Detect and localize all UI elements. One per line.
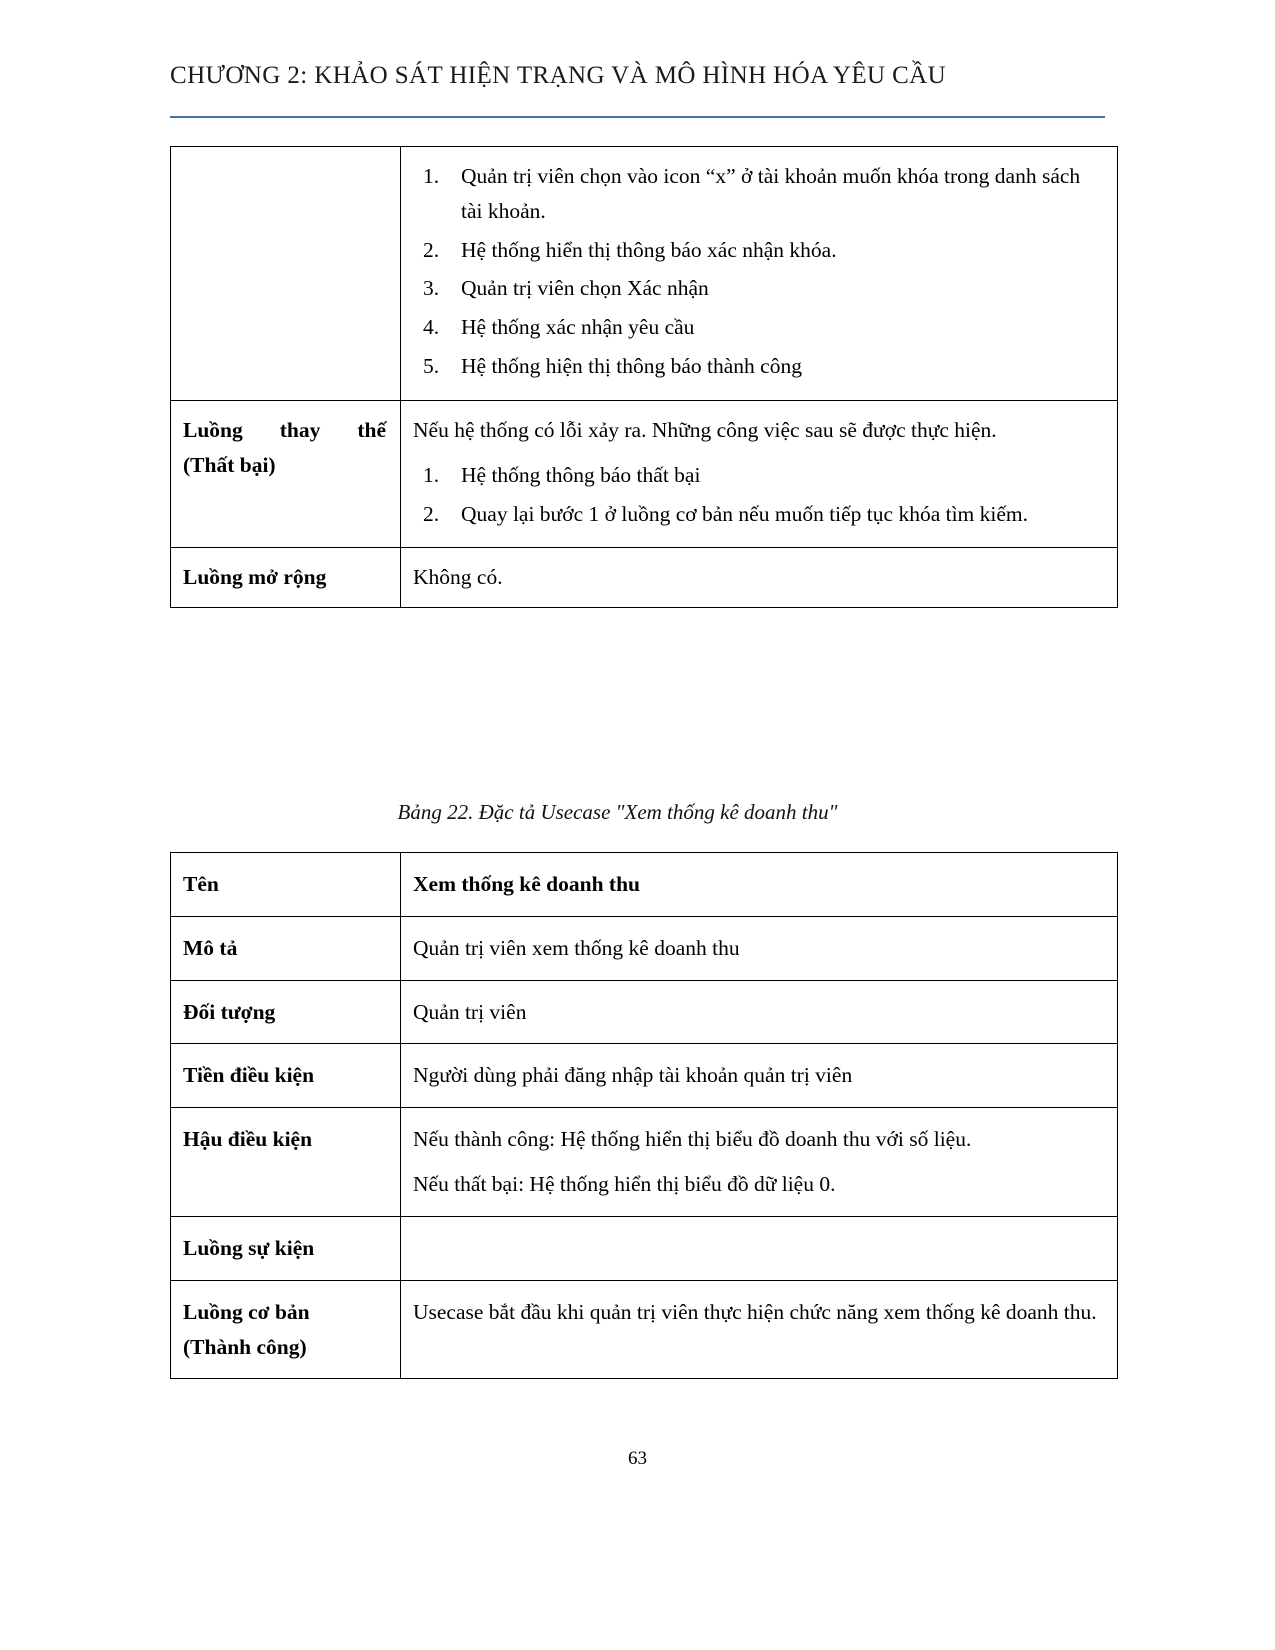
row-label-ext-flow: Luồng mở rộng: [171, 548, 401, 608]
row-value-basic-flow-steps: [401, 147, 1118, 401]
row-label-description: Mô tả: [171, 916, 401, 980]
table-row: [171, 916, 1118, 980]
row-label-empty: [171, 147, 401, 401]
row-label-name: Tên: [171, 853, 401, 917]
alt-flow-label-line2: (Thất bại): [183, 452, 276, 477]
postcondition-success: Nếu thành công: Hệ thống hiển thị biểu đồ doanh thu với số liệu.: [413, 1127, 972, 1152]
list-item: Quay lại bước 1 ở luồng cơ bản nếu muốn tiếp tục khóa tìm kiếm.: [461, 501, 1029, 526]
row-value-actor: Quản trị viên: [401, 980, 1118, 1044]
list-item: Quản trị viên chọn Xác nhận: [461, 276, 709, 301]
basic-flow-label-line1: Luồng cơ bản: [183, 1299, 310, 1324]
alt-flow-step-list: [413, 458, 1103, 532]
page-header: [170, 62, 1105, 90]
table-row: [171, 980, 1118, 1044]
basic-flow-step-list: [413, 159, 1103, 384]
row-value-postcondition: [401, 1108, 1118, 1217]
usecase-table-lock-account: [170, 146, 1118, 608]
row-value-event-flow: [401, 1216, 1118, 1280]
basic-flow-label-line2: (Thành công): [183, 1334, 307, 1359]
row-value-ext-flow: Không có.: [401, 548, 1118, 608]
row-label-event-flow: Luồng sự kiện: [171, 1216, 401, 1280]
row-label-alt-flow: [171, 400, 401, 547]
table-row: [171, 1044, 1118, 1108]
row-label-precondition: Tiền điều kiện: [171, 1044, 401, 1108]
postcondition-failure: Nếu thất bại: Hệ thống hiển thị biểu đồ dữ liệu 0.: [413, 1172, 836, 1197]
table-row: [171, 548, 1118, 608]
table-row: [171, 147, 1118, 401]
header-divider: [170, 116, 1105, 118]
list-item: Hệ thống xác nhận yêu cầu: [461, 315, 695, 340]
alt-flow-label-line1: Luồng thay thế: [183, 417, 386, 442]
table-row: [171, 1280, 1118, 1379]
table-row: [171, 1216, 1118, 1280]
row-value-name: Xem thống kê doanh thu: [401, 853, 1118, 917]
alt-flow-intro: Nếu hệ thống có lỗi xảy ra. Những công việc sau sẽ được thực hiện.: [413, 417, 997, 442]
table-row: [171, 1108, 1118, 1217]
row-value-precondition: Người dùng phải đăng nhập tài khoản quản trị viên: [401, 1044, 1118, 1108]
table-row: [171, 400, 1118, 547]
usecase-table-revenue-statistics: [170, 852, 1118, 1379]
list-item: Hệ thống hiện thị thông báo thành công: [461, 354, 802, 379]
row-value-alt-flow: [401, 400, 1118, 547]
list-item: Hệ thống hiển thị thông báo xác nhận khóa.: [461, 237, 837, 262]
list-item: Hệ thống thông báo thất bại: [461, 462, 701, 487]
row-label-actor: Đối tượng: [171, 980, 401, 1044]
row-value-description: Quản trị viên xem thống kê doanh thu: [401, 916, 1118, 980]
table-caption: Bảng 22. Đặc tả Usecase "Xem thống kê doanh thu": [397, 800, 838, 824]
table-row: [171, 853, 1118, 917]
row-label-postcondition: Hậu điều kiện: [171, 1108, 401, 1217]
chapter-heading: CHƯƠNG 2: KHẢO SÁT HIỆN TRẠNG VÀ MÔ HÌNH HÓA YÊU CẦU: [170, 62, 947, 89]
row-value-basic-flow: Usecase bắt đầu khi quản trị viên thực hiện chức năng xem thống kê doanh thu.: [401, 1280, 1118, 1379]
page-number: 63: [628, 1448, 647, 1469]
list-item: Quản trị viên chọn vào icon “x” ở tài khoản muốn khóa trong danh sách tài khoản.: [461, 164, 1081, 223]
row-label-basic-flow: [171, 1280, 401, 1379]
